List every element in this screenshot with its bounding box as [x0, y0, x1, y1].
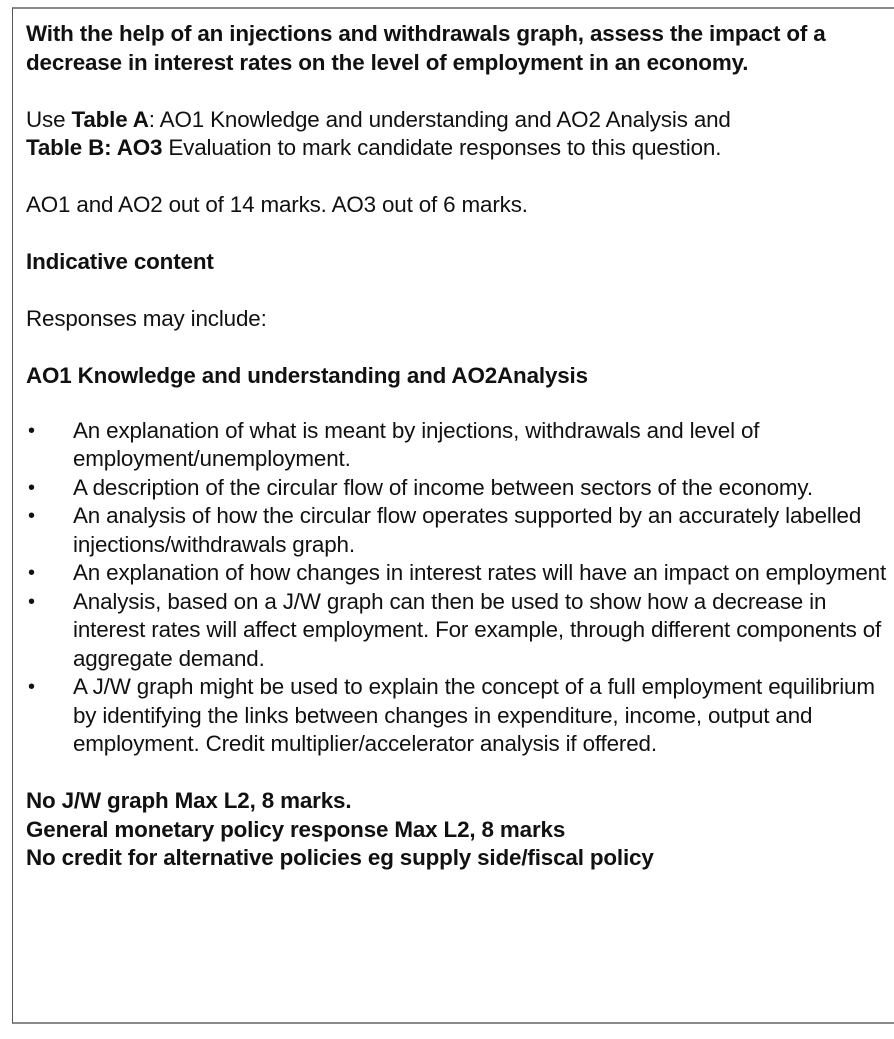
bullet-icon: • — [28, 505, 35, 527]
bullet-icon: • — [28, 676, 35, 698]
table-b-label: Table B: AO3 — [26, 135, 163, 160]
bullet-icon: • — [28, 419, 35, 442]
indicative-heading: Indicative content — [26, 249, 214, 274]
list-item-text: An explanation of what is meant by injections, withdrawals and level of employment/unemployment. — [73, 417, 760, 471]
list-item — [26, 588, 894, 674]
list-item-text: A description of the circular flow of income between sectors of the economy. — [73, 474, 813, 500]
list-item — [26, 502, 894, 559]
marking-instructions — [26, 106, 894, 163]
bullet-icon: • — [28, 562, 35, 584]
list-item-text: A J/W graph might be used to explain the concept of a full employment equilibrium by identifying the links between changes in expenditure, income, output and employment. Credit multiplier/accelerator analysis if offered. — [73, 674, 875, 756]
question-text: With the help of an injections and withdrawals graph, assess the impact of a decrease in interest rates on the level of employment in an economy. — [26, 21, 826, 75]
list-item — [26, 417, 894, 474]
list-item — [26, 474, 894, 503]
ao-heading: AO1 Knowledge and understanding and AO2Analysis — [26, 363, 588, 388]
table-a-text: : AO1 Knowledge and understanding and AO2 Analysis and — [148, 106, 731, 132]
note-monetary-policy: General monetary policy response Max L2, 8 marks — [26, 816, 566, 842]
bullet-icon: • — [28, 590, 35, 613]
list-item — [26, 673, 894, 759]
note-no-graph: No J/W graph Max L2, 8 marks. — [26, 788, 352, 813]
responses-intro: Responses may include: — [26, 306, 267, 331]
bullet-icon: • — [28, 476, 35, 499]
table-b-text: Evaluation to mark candidate responses to this question. — [162, 135, 722, 160]
instructions-prefix: Use — [26, 106, 72, 132]
note-alternative-policies: No credit for alternative policies eg supply side/fiscal policy — [26, 845, 654, 870]
marks-summary: AO1 and AO2 out of 14 marks. AO3 out of 6 marks. — [26, 192, 528, 217]
list-item-text: An explanation of how changes in interest rates will have an impact on employment — [73, 560, 887, 585]
list-item — [26, 559, 894, 588]
mark-scheme-content — [26, 20, 894, 873]
table-a-label: Table A — [71, 106, 149, 132]
indicative-content-list — [26, 417, 894, 759]
list-item-text: An analysis of how the circular flow operates supported by an accurately labelled injections/withdrawals graph. — [73, 503, 862, 557]
list-item-text: Analysis, based on a J/W graph can then be used to show how a decrease in interest rates will affect employment. For example, through different components of aggregate demand. — [73, 588, 882, 671]
